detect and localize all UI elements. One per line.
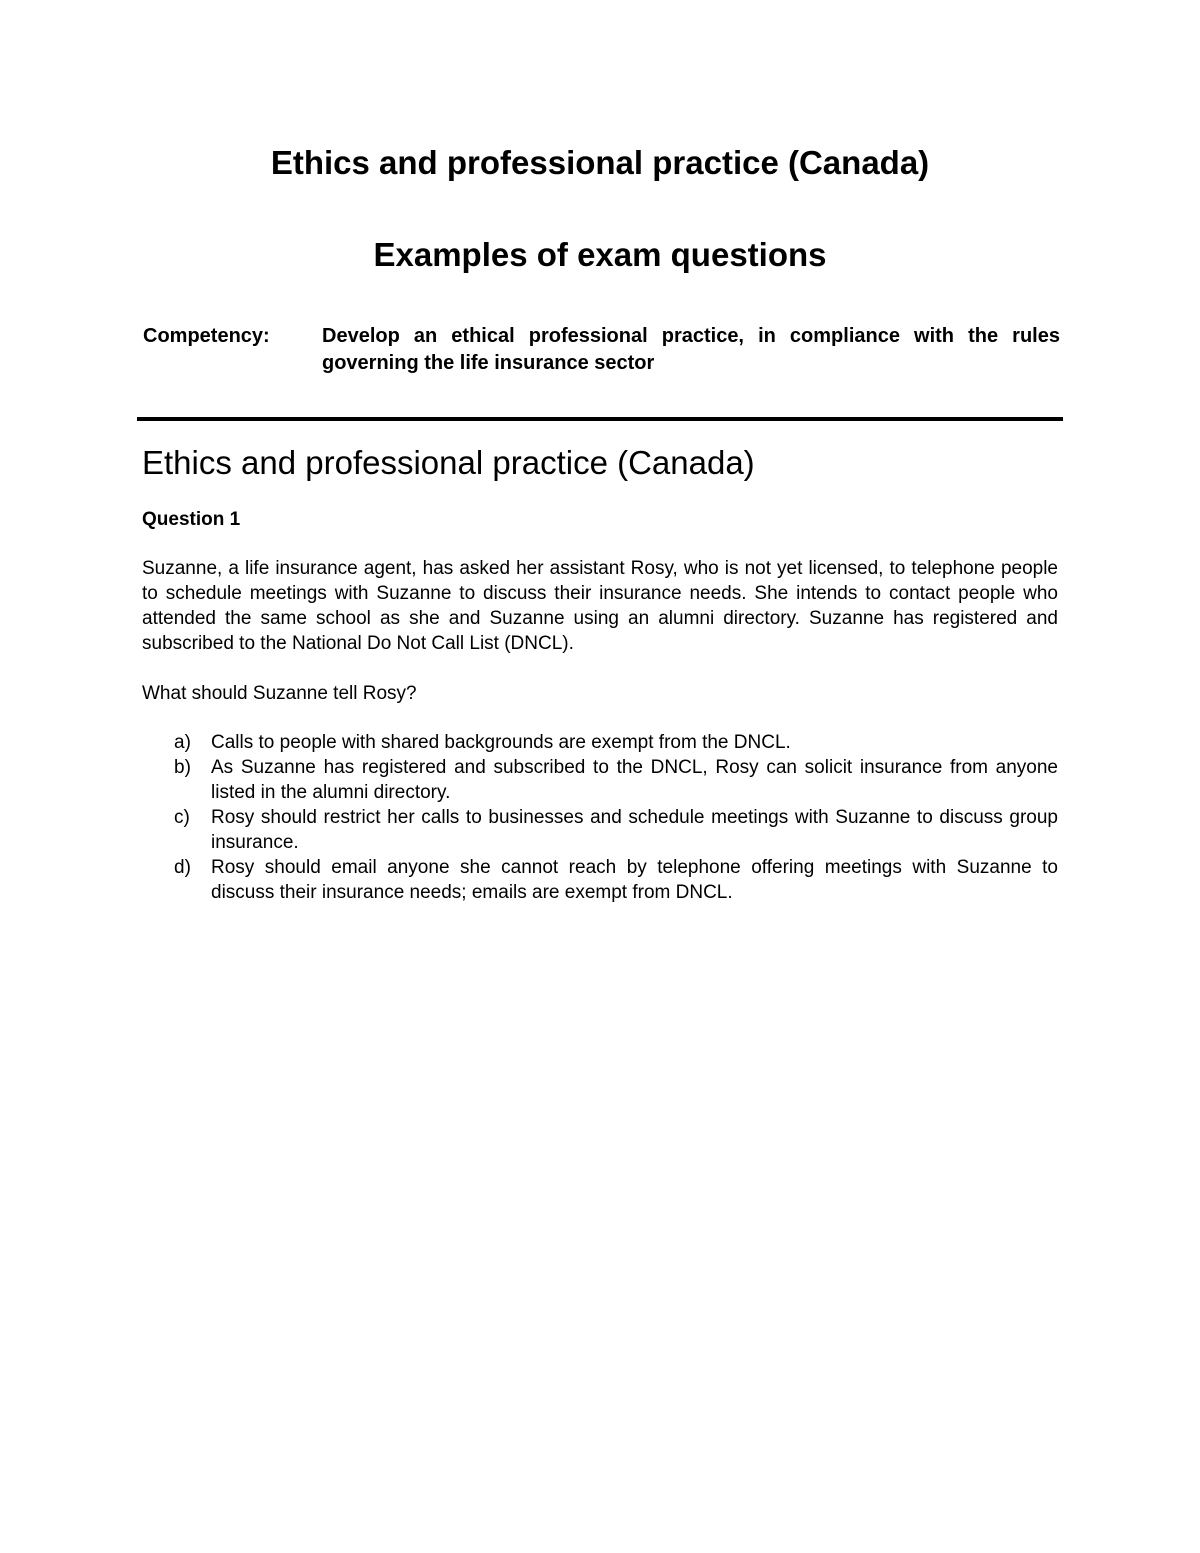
option-letter — [142, 805, 211, 855]
document-subtitle: Examples of exam questions — [373, 236, 827, 273]
section-heading: Ethics and professional practice (Canada) — [142, 444, 755, 481]
option-text: Rosy should restrict her calls to businesses and schedule meetings with Suzanne to discuss group insurance. — [211, 807, 1058, 853]
answer-option-d[interactable] — [142, 855, 1058, 905]
section-divider — [137, 417, 1063, 421]
answer-option-b[interactable] — [142, 755, 1058, 805]
option-letter-text: a) — [174, 732, 191, 753]
answer-option-a[interactable] — [142, 730, 1058, 755]
document-title: Ethics and professional practice (Canada) — [270, 144, 930, 181]
question-label: Question 1 — [142, 509, 241, 530]
option-text: Calls to people with shared backgrounds are exempt from the DNCL. — [211, 732, 791, 753]
competency-text: Develop an ethical professional practice, in compliance with the rules governing the life insurance sector — [322, 325, 1060, 374]
option-letter — [142, 730, 211, 755]
option-letter-text: d) — [174, 857, 191, 878]
competency-block — [143, 323, 1060, 377]
option-text: As Suzanne has registered and subscribed to the DNCL, Rosy can solicit insurance from anyone listed in the alumni directory. — [211, 757, 1058, 803]
answer-options-list — [142, 730, 1058, 905]
option-letter-text: c) — [174, 807, 190, 828]
option-letter — [142, 855, 211, 905]
option-letter-text: b) — [174, 757, 191, 778]
option-text: Rosy should email anyone she cannot reach by telephone offering meetings with Suzanne to discuss their insurance needs; emails are exempt from DNCL. — [211, 857, 1058, 903]
answer-option-c[interactable] — [142, 805, 1058, 855]
competency-label: Competency: — [143, 325, 270, 347]
question-prompt: What should Suzanne tell Rosy? — [142, 683, 417, 704]
option-letter — [142, 755, 211, 805]
question-body: Suzanne, a life insurance agent, has asked her assistant Rosy, who is not yet licensed, to telephone people to schedule meetings with Suzanne to discuss their insurance needs. She intends to contact people who attended the same school as she and Suzanne using an alumni directory. Suzanne has registered and subscribed to the National Do Not Call List (DNCL). — [142, 558, 1058, 654]
